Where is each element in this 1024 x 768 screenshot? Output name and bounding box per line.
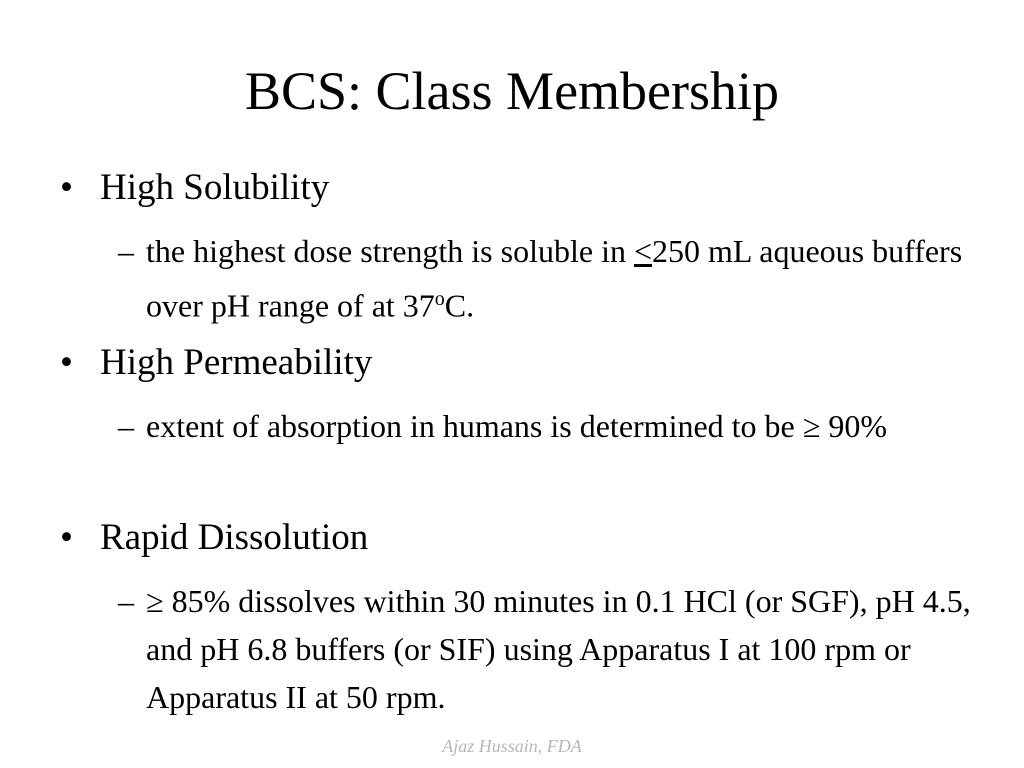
bullet-dot: • — [60, 517, 73, 558]
bullet-dot: • — [60, 342, 73, 383]
bullet-high-solubility — [60, 166, 329, 210]
sub-text-part: 250 mL aqueous buffers over pH range of at 37 — [146, 233, 963, 324]
slide-title: BCS: Class Membership — [244, 61, 780, 121]
sub-bullet-dash: – — [118, 233, 134, 269]
degree-superscript: o — [434, 288, 445, 310]
sub-bullet-rapid-dissolution — [118, 577, 988, 721]
sub-bullet-dash: – — [118, 408, 134, 444]
sub-text-part: the highest dose strength is soluble in — [146, 233, 634, 269]
slide-footer: Ajaz Hussain, FDA — [442, 736, 582, 756]
sub-text-part: C. — [444, 287, 475, 324]
less-than-or-equal-symbol: < — [633, 233, 652, 269]
sub-bullet-text: extent of absorption in humans is determined to be ≥ 90% — [146, 408, 887, 444]
sub-bullet-text — [118, 227, 988, 330]
bullet-rapid-dissolution — [60, 516, 368, 560]
sub-bullet-dash: – — [118, 583, 134, 619]
bullet-label: High Permeability — [100, 342, 373, 383]
sub-bullet-high-solubility — [118, 227, 988, 330]
bullet-dot: • — [60, 167, 73, 208]
bullet-label: High Solubility — [100, 167, 330, 208]
bullet-high-permeability — [60, 341, 372, 385]
sub-bullet-text: ≥ 85% dissolves within 30 minutes in 0.1 HCl (or SGF), pH 4.5, and pH 6.8 buffers (or SIF) using Apparatus I at 100 rpm or Apparatus II at 50 rpm. — [146, 583, 971, 715]
sub-bullet-high-permeability — [118, 402, 988, 450]
bullet-label: Rapid Dissolution — [100, 517, 369, 558]
